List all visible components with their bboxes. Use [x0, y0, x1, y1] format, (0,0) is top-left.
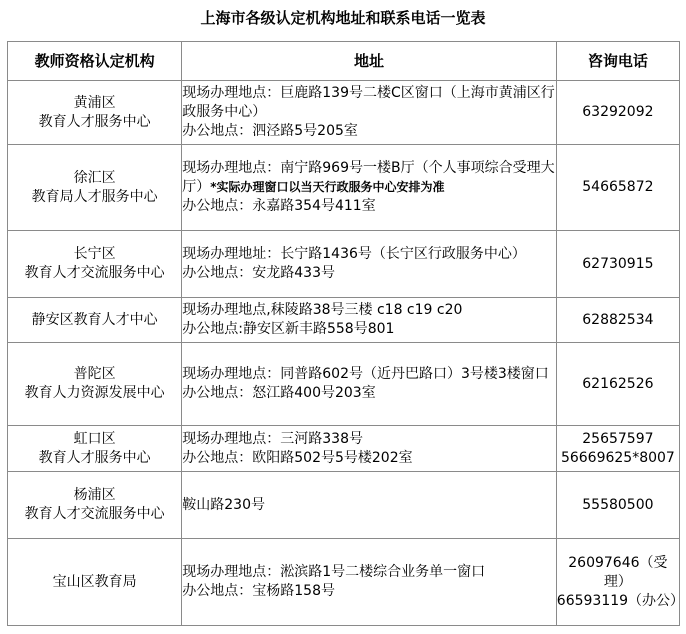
phone-cell: 62882534	[556, 298, 679, 343]
address-cell	[182, 426, 557, 472]
table-row	[8, 145, 680, 231]
table-row	[8, 539, 680, 626]
org-cell: 普陀区 教育人力资源发展中心	[8, 343, 182, 426]
table-row	[8, 231, 680, 298]
address-line: 办公地点：怒江路400号203室	[182, 385, 376, 401]
address-note: *实际办理窗口以当天行政服务中心安排为准	[210, 180, 445, 194]
phone-cell: 62162526	[556, 343, 679, 426]
address-line: 现场办理地点：淞滨路1号二楼综合业务单一窗口	[182, 564, 486, 580]
table-row	[8, 298, 680, 343]
address-cell	[182, 343, 557, 426]
contacts-table	[7, 41, 685, 626]
address-cell	[182, 472, 557, 539]
address-line: 鞍山路230号	[182, 496, 265, 513]
table-row	[8, 472, 680, 539]
phone-cell: 25657597 56669625*8007	[556, 426, 679, 472]
address-line: 现场办理地点：巨鹿路139号二楼C区窗口（上海市黄浦区行政服务中心）	[182, 85, 555, 120]
address-cell	[182, 539, 557, 626]
org-cell: 虹口区 教育人才服务中心	[8, 426, 182, 472]
header-address: 地址	[182, 42, 557, 81]
org-cell: 宝山区教育局	[8, 539, 182, 626]
address-cell	[182, 231, 557, 298]
address-line: 办公地点：安龙路433号	[182, 265, 335, 281]
address-line: 办公地点:静安区新丰路558号801	[182, 321, 395, 337]
phone-cell: 55580500	[556, 472, 679, 539]
header-row	[8, 42, 680, 81]
table-row	[8, 426, 680, 472]
address-line: 办公地点：泗泾路5号205室	[182, 123, 358, 139]
page-title: 上海市各级认定机构地址和联系电话一览表	[200, 9, 486, 27]
org-cell: 长宁区 教育人才交流服务中心	[8, 231, 182, 298]
address-line: 现场办理地址：长宁路1436号（长宁区行政服务中心）	[182, 246, 526, 262]
address-line: 现场办理地点,秣陵路38号三楼 c18 c19 c20	[182, 302, 463, 318]
phone-cell: 54665872	[556, 145, 679, 231]
table-row	[8, 81, 680, 145]
address-line: 现场办理地点：南宁路969号一楼B厅（个人事项综合受理大厅）	[182, 160, 555, 195]
org-cell: 静安区教育人才中心	[8, 298, 182, 343]
phone-cell: 62730915	[556, 231, 679, 298]
header-org: 教师资格认定机构	[8, 42, 182, 81]
phone-cell: 26097646（受理） 66593119（办公）	[556, 539, 679, 626]
address-line: 现场办理地点：同普路602号（近丹巴路口）3号楼3楼窗口	[182, 366, 549, 382]
address-cell	[182, 81, 557, 145]
table-row	[8, 343, 680, 426]
address-line: 办公地点：宝杨路158号	[182, 583, 335, 599]
org-cell: 杨浦区 教育人才交流服务中心	[8, 472, 182, 539]
address-cell	[182, 145, 557, 231]
org-cell: 徐汇区 教育局人才服务中心	[8, 145, 182, 231]
address-line: 现场办理地点：三河路338号	[182, 430, 363, 447]
org-cell: 黄浦区 教育人才服务中心	[8, 81, 182, 145]
header-phone: 咨询电话	[556, 42, 679, 81]
phone-cell: 63292092	[556, 81, 679, 145]
address-line: 办公地点：永嘉路354号411室	[182, 198, 376, 214]
address-line: 办公地点：欧阳路502号5号楼202室	[182, 449, 413, 466]
address-cell	[182, 298, 557, 343]
